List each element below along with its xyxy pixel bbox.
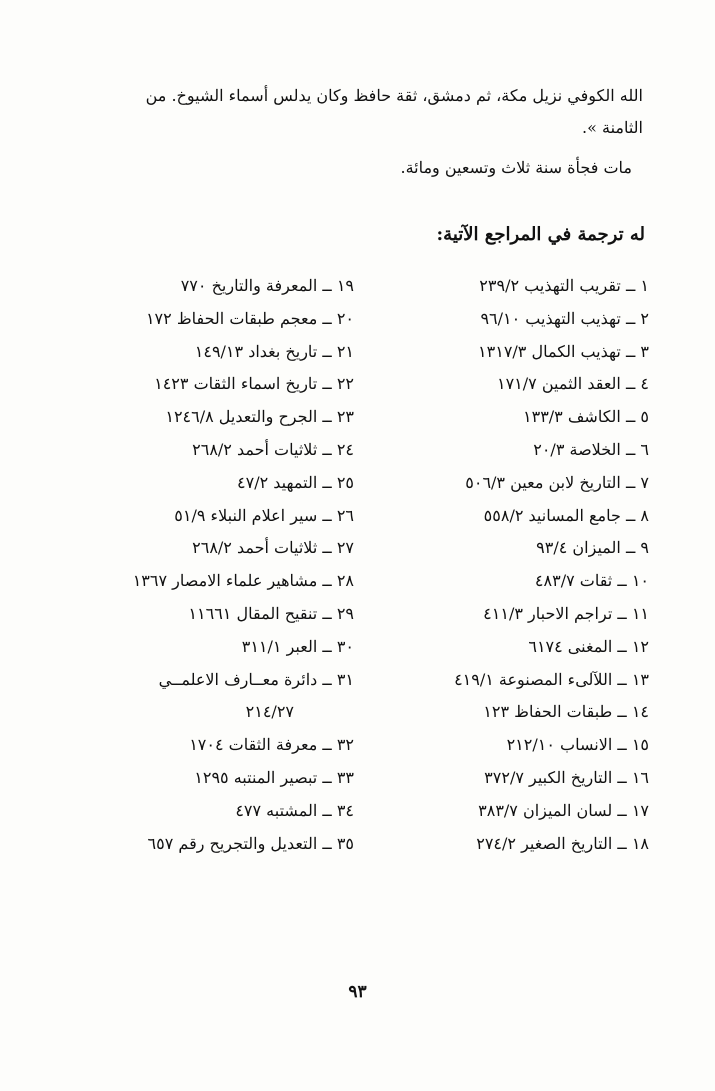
reference-item: ٢٤ ــ ثلاثيات أحمد ٢٦٨/٢ <box>192 439 354 459</box>
references-column-right <box>349 270 649 860</box>
paragraph-line: الله الكوفي نزيل مكة، ثم دمشق، ثقة حافظ وكان يدلس أسماء الشيوخ. من <box>145 86 643 105</box>
reference-item: ١٧ ــ لسان الميزان ٣٨٣/٧ <box>478 800 649 820</box>
reference-item: ٢٢ ــ تاريخ اسماء الثقات ١٤٢٣ <box>154 374 354 394</box>
reference-item: ٣٢ ــ معرفة الثقات ١٧٠٤ <box>189 735 354 755</box>
reference-item: ٦ ــ الخلاصة ٢٠/٣ <box>533 439 649 459</box>
reference-item: ١٠ ــ ثقات ٤٨٣/٧ <box>534 571 649 591</box>
page-number: ٩٣ <box>348 982 367 1002</box>
reference-item: ١٦ ــ التاريخ الكبير ٣٧٢/٧ <box>484 767 649 787</box>
reference-item: ٢٠ ــ معجم طبقات الحفاظ ١٧٢ <box>145 308 354 328</box>
reference-item: ٣ ــ تهذيب الكمال ١٣١٧/٣ <box>478 341 649 361</box>
reference-item: ٣١ ــ دائرة معــارف الاعلمــي <box>158 669 354 689</box>
reference-item: ١ ــ تقريب التهذيب ٢٣٩/٢ <box>479 276 649 295</box>
reference-item: ٢٦ ــ سير اعلام النبلاء ٥١/٩ <box>174 505 354 525</box>
reference-item: ٢١ ــ تاريخ بغداد ١٤٩/١٣ <box>194 341 354 361</box>
reference-item: ١٥ ــ الانساب ٢١٢/١٠ <box>506 735 649 755</box>
reference-item-continuation: ٢١٤/٢٧ <box>245 702 294 722</box>
reference-item: ٥ ــ الكاشف ١٣٣/٣ <box>523 407 649 427</box>
reference-item: ١١ ــ تراجم الاحبار ٤١١/٣ <box>483 603 649 623</box>
paragraph-line: مات فجأة سنة ثلاث وتسعين ومائة. <box>400 158 632 177</box>
reference-item: ٣٤ ــ المشتبه ٤٧٧ <box>235 800 354 820</box>
references-column-left <box>54 270 354 860</box>
reference-item: ٢٣ ــ الجرح والتعديل ١٢٤٦/٨ <box>165 407 354 427</box>
reference-item: ٧ ــ التاريخ لابن معين ٥٠٦/٣ <box>465 472 649 492</box>
paragraph-line: الثامنة ». <box>582 118 643 137</box>
reference-item: ٤ ــ العقد الثمين ١٧١/٧ <box>496 374 649 394</box>
reference-item: ٨ ــ جامع المسانيد ٥٥٨/٢ <box>483 505 649 525</box>
reference-item: ١٤ ــ طبقات الحفاظ ١٢٣ <box>483 702 649 722</box>
reference-item: ٣٠ ــ العبر ٣١١/١ <box>241 636 354 656</box>
reference-item: ٩ ــ الميزان ٩٣/٤ <box>536 538 649 558</box>
reference-item: ٢٧ ــ ثلاثيات أحمد ٢٦٨/٢ <box>192 538 354 558</box>
reference-item: ١٩ ــ المعرفة والتاريخ ٧٧٠ <box>180 276 354 295</box>
reference-item: ٢٩ ــ تنقيح المقال ١١٦٦١ <box>188 603 354 623</box>
references-heading: له ترجمة في المراجع الآتية: <box>436 224 645 245</box>
reference-item: ١٢ ــ المغنى ٦١٧٤ <box>528 636 649 656</box>
reference-item: ٢٥ ــ التمهيد ٤٧/٢ <box>237 472 354 492</box>
reference-item: ١٨ ــ التاريخ الصغير ٢٧٤/٢ <box>476 833 649 853</box>
reference-item: ٢ ــ تهذيب التهذيب ٩٦/١٠ <box>480 308 649 328</box>
reference-item: ٢٨ ــ مشاهير علماء الامصار ١٣٦٧ <box>132 571 354 591</box>
reference-item: ٣٥ ــ التعديل والتجريح رقم ٦٥٧ <box>147 833 354 853</box>
reference-item: ١٣ ــ اللآلىء المصنوعة ٤١٩/١ <box>454 669 649 689</box>
reference-item: ٣٣ ــ تبصير المنتبه ١٢٩٥ <box>194 767 354 787</box>
